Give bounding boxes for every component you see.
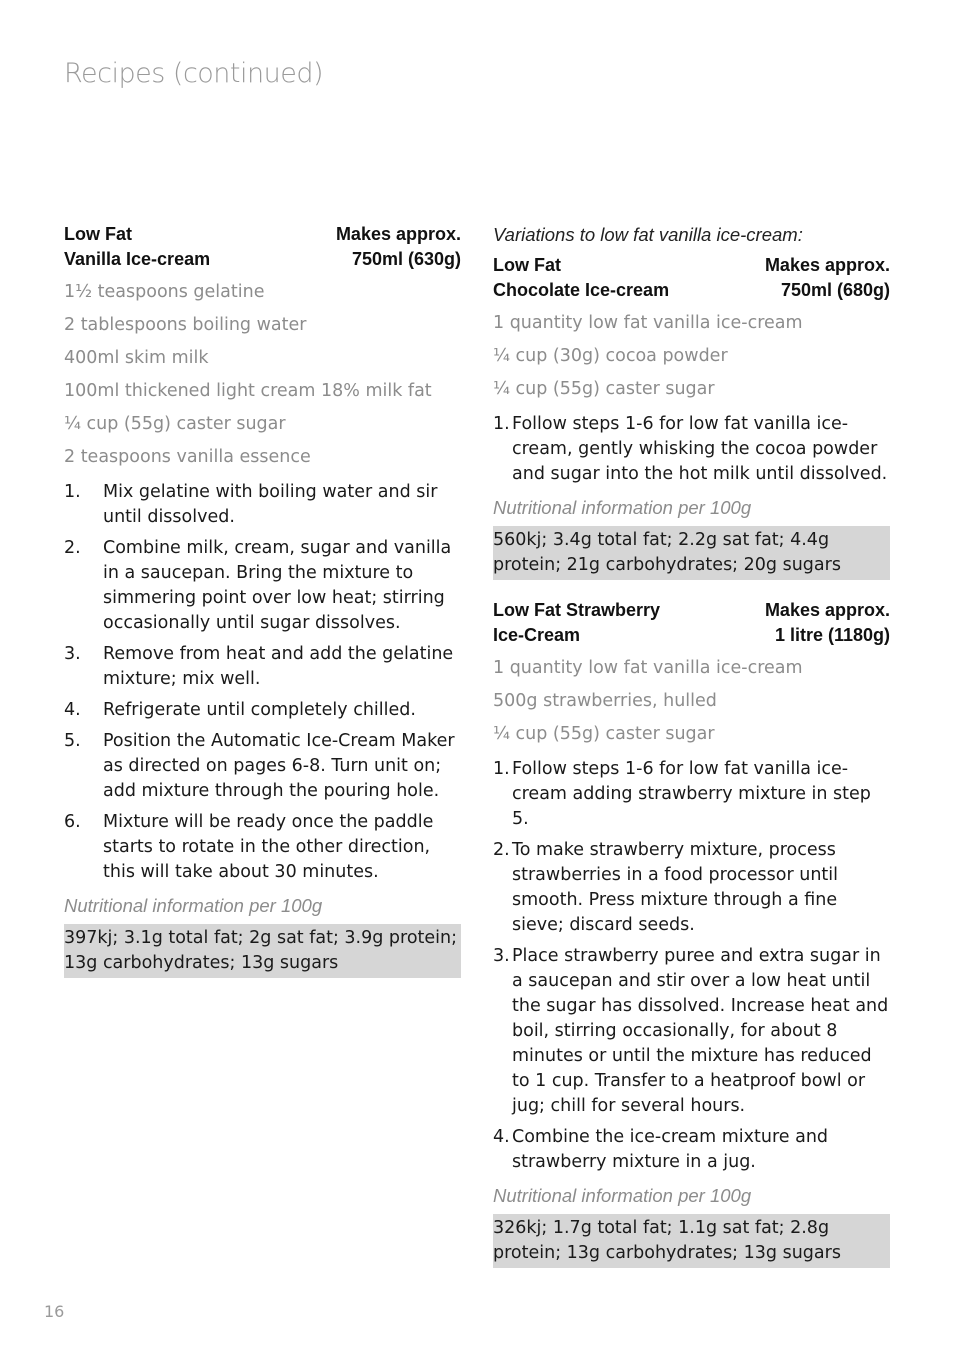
method-step xyxy=(64,810,461,885)
step-text: Remove from heat and add the gelatine mixture; mix well. xyxy=(103,644,454,689)
ingredient: 1 quantity low fat vanilla ice-cream xyxy=(493,658,803,678)
ingredient-list xyxy=(493,307,890,406)
step-text: Combine milk, cream, sugar and vanilla in a saucepan. Bring the mixture to simmering point over low heat; stirring occasionally until sugar dissolves. xyxy=(103,538,452,633)
method-steps xyxy=(493,757,890,1175)
step-number: 3. xyxy=(493,946,510,966)
nutrition-box: 326kj; 1.7g total fat; 1.1g sat fat; 2.8g protein; 13g carbohydrates; 13g sugars xyxy=(493,1214,890,1268)
step-number: 4. xyxy=(64,700,81,720)
method-steps xyxy=(493,412,890,487)
ingredient: ¼ cup (55g) caster sugar xyxy=(493,724,715,744)
recipe-header xyxy=(493,598,890,648)
method-step xyxy=(493,757,890,832)
recipe-title-line: Chocolate Ice-cream xyxy=(493,280,670,300)
nutrition-label: Nutritional information per 100g xyxy=(64,895,323,916)
method-step xyxy=(493,1125,890,1175)
step-text: Mixture will be ready once the paddle starts to rotate in the other direction, this will take about 30 minutes. xyxy=(103,812,434,882)
ingredient-list xyxy=(64,276,461,474)
method-step xyxy=(493,944,890,1119)
recipe-yield-line: Makes approx. xyxy=(764,255,890,275)
step-number: 1. xyxy=(493,759,510,779)
method-step xyxy=(64,480,461,530)
step-text: Refrigerate until completely chilled. xyxy=(103,700,416,720)
ingredient: 500g strawberries, hulled xyxy=(493,691,717,711)
ingredient: 100ml thickened light cream 18% milk fat xyxy=(64,381,432,401)
ingredient: 2 tablespoons boiling water xyxy=(64,315,307,335)
variations-heading: Variations to low fat vanilla ice-cream: xyxy=(493,224,803,245)
step-number: 5. xyxy=(64,731,81,751)
recipe-title xyxy=(493,598,660,648)
recipe-title xyxy=(493,253,669,303)
recipe-header xyxy=(64,222,461,272)
ingredient: 2 teaspoons vanilla essence xyxy=(64,447,311,467)
ingredient: ¼ cup (30g) cocoa powder xyxy=(493,346,728,366)
nutrition-box: 397kj; 3.1g total fat; 2g sat fat; 3.9g protein; 13g carbohydrates; 13g sugars xyxy=(64,924,461,978)
recipe-yield-line: Makes approx. xyxy=(335,224,461,244)
method-step xyxy=(64,729,461,804)
method-step xyxy=(64,698,461,723)
step-text: Position the Automatic Ice-Cream Maker as directed on pages 6-8. Turn unit on; add mixture through the pouring hole. xyxy=(103,731,455,801)
method-step xyxy=(64,642,461,692)
ingredient: ¼ cup (55g) caster sugar xyxy=(64,414,286,434)
step-text: Follow steps 1-6 for low fat vanilla ice-cream, gently whisking the cocoa powder and sugar into the hot milk until dissolved. xyxy=(512,414,888,484)
recipe-yield-line: 750ml (680g) xyxy=(780,280,890,300)
recipe-yield xyxy=(765,253,890,303)
recipe-header xyxy=(493,253,890,303)
page-number: 16 xyxy=(44,1302,65,1321)
step-number: 2. xyxy=(64,538,81,558)
recipe-yield xyxy=(336,222,461,272)
ingredient: 1½ teaspoons gelatine xyxy=(64,282,265,302)
step-text: To make strawberry mixture, process strawberries in a food processor until smooth. Press mixture through a fine sieve; discard seeds. xyxy=(512,840,839,935)
chocolate-recipe xyxy=(493,253,890,580)
variations-column xyxy=(493,222,890,1286)
recipe-title-line: Vanilla Ice-cream xyxy=(64,249,211,269)
recipe-yield xyxy=(765,598,890,648)
recipe-yield-line: Makes approx. xyxy=(764,600,890,620)
nutrition-box: 560kj; 3.4g total fat; 2.2g sat fat; 4.4g protein; 21g carbohydrates; 20g sugars xyxy=(493,526,890,580)
step-number: 1. xyxy=(64,482,81,502)
step-number: 2. xyxy=(493,840,510,860)
recipe-title xyxy=(64,222,210,272)
recipe-title-line: Low Fat xyxy=(64,224,132,244)
step-number: 1. xyxy=(493,414,510,434)
nutrition-label: Nutritional information per 100g xyxy=(493,1185,752,1206)
recipe-title-line: Low Fat Strawberry xyxy=(493,600,661,620)
page-title: Recipes (continued) xyxy=(64,58,324,89)
recipe-title-line: Ice-Cream xyxy=(493,625,581,645)
recipe-title-line: Low Fat xyxy=(493,255,561,275)
step-text: Combine the ice-cream mixture and strawberry mixture in a jug. xyxy=(512,1127,829,1172)
ingredient-list xyxy=(493,652,890,751)
step-text: Mix gelatine with boiling water and sir until dissolved. xyxy=(103,482,438,527)
step-number: 6. xyxy=(64,812,81,832)
strawberry-recipe xyxy=(493,598,890,1268)
step-number: 4. xyxy=(493,1127,510,1147)
vanilla-recipe xyxy=(64,222,461,996)
step-text: Follow steps 1-6 for low fat vanilla ice-cream adding strawberry mixture in step 5. xyxy=(512,759,871,829)
method-step xyxy=(493,838,890,938)
nutrition-label: Nutritional information per 100g xyxy=(493,497,752,518)
method-steps xyxy=(64,480,461,885)
ingredient: ¼ cup (55g) caster sugar xyxy=(493,379,715,399)
recipe-yield-line: 1 litre (1180g) xyxy=(774,625,890,645)
ingredient: 1 quantity low fat vanilla ice-cream xyxy=(493,313,803,333)
method-step xyxy=(493,412,890,487)
method-step xyxy=(64,536,461,636)
ingredient: 400ml skim milk xyxy=(64,348,209,368)
recipe-yield-line: 750ml (630g) xyxy=(351,249,461,269)
step-text: Place strawberry puree and extra sugar in a saucepan and stir over a low heat until the sugar has dissolved. Increase heat and boil, stirring occasionally, for about 8 minutes or until the mixture has reduced to 1 cup. Transfer to a heatproof bowl or jug; chill for several hours. xyxy=(512,946,889,1116)
step-number: 3. xyxy=(64,644,81,664)
